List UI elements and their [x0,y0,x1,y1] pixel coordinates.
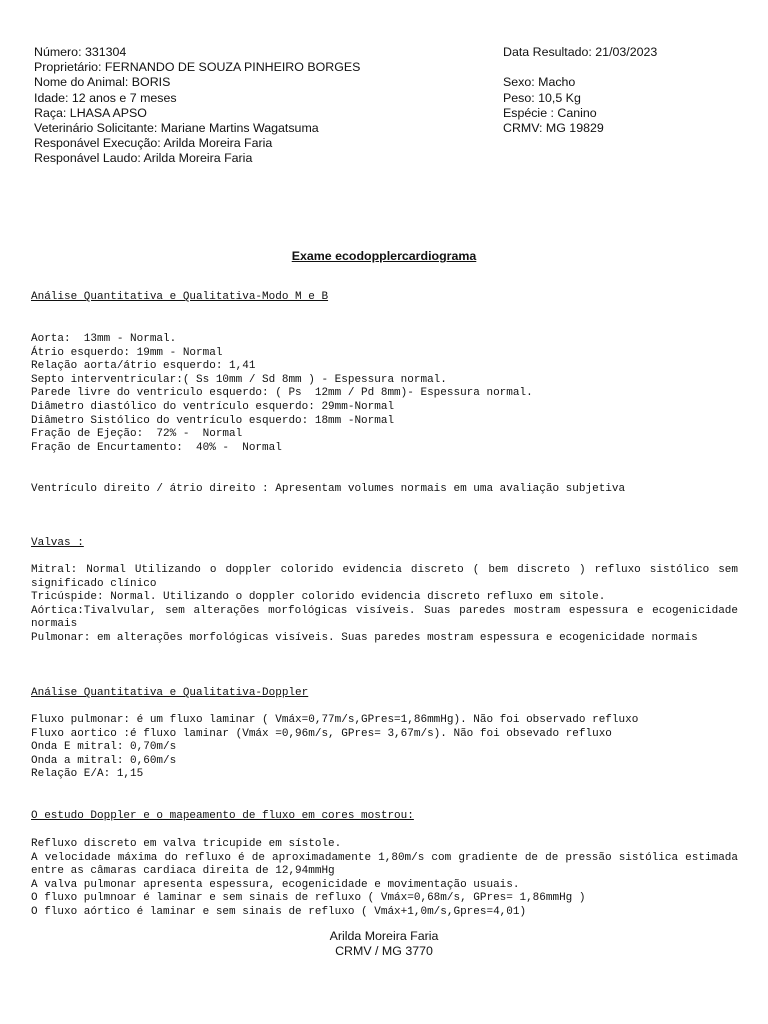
signature-crmv: CRMV / MG 3770 [335,944,433,959]
measurement-diametro-diastolico: Diâmetro diastólico do ventrículo esquerdo: 29mm-Normal [31,400,395,413]
fluxo-pulmonar: Fluxo pulmonar: é um fluxo laminar ( Vmáx=0,77m/s,GPres=1,86mmHg). Não foi observado refluxo [31,714,639,726]
veterinario-solicitante: Veterinário Solicitante: Mariane Martins Wagatsuma [34,121,319,136]
idade: Idade: 12 anos e 7 meses [34,90,177,105]
estudo-line-2: A velocidade máxima do refluxo é de aproximadamente 1,80m/s com gradiente de de pressão sistólica estimada entre as câmaras cardiaca direita de 12,94mmHg [31,851,738,878]
onda-e-mitral: Onda E mitral: 0,70m/s [31,741,177,754]
peso: Peso: 10,5 Kg [503,90,581,105]
onda-a-mitral: Onda a mitral: 0,60m/s [31,754,177,767]
valva-tricuspide: Tricúspide: Normal. Utilizando o doppler colorido evidencia discreto refluxo em sitole. [31,591,606,604]
nome-animal: Nome do Animal: BORIS [34,75,171,90]
section-heading-modo-mb: Análise Quantitativa e Qualitativa-Modo M e B [31,291,329,303]
measurement-fracao-encurtamento: Fração de Encurtamento: 40% - Normal [31,441,282,454]
measurement-septo: Septo interventricular:( Ss 10mm / Sd 8mm ) - Espessura normal. [31,373,447,386]
section-doppler [31,687,738,701]
section-valvas [31,537,738,551]
responsavel-execucao: Responável Execução: Arilda Moreira Faria [34,136,273,151]
sexo: Sexo: Macho [503,75,576,90]
valva-pulmonar: Pulmonar: em alterações morfológicas visíveis. Suas paredes mostram espessura e ecogenicidade normais [31,631,698,644]
doppler-list [31,714,738,782]
measurement-atrio-esquerdo: Átrio esquerdo: 19mm - Normal [31,346,223,359]
ventriculo-direito-text: Ventrículo direito / átrio direito : Apresentam volumes normais em uma avaliação subjetiva [31,483,626,495]
data-resultado: Data Resultado: 21/03/2023 [503,45,658,59]
numero: Número: 331304 [34,45,127,59]
estudo-line-5: O fluxo aórtico é laminar e sem sinais de refluxo ( Vmáx+1,0m/s,Gpres=4,01) [31,905,527,918]
page-title [0,249,768,263]
measurement-aorta: Aorta: 13mm - Normal. [31,333,177,345]
raca: Raça: LHASA APSO [34,105,147,120]
especie: Espécie : Canino [503,105,597,120]
measurements-list [31,333,738,455]
estudo-list [31,838,738,920]
exam-meta [503,45,657,136]
measurement-fracao-ejecao: Fração de Ejeção: 72% - Normal [31,428,243,441]
signature-name: Arilda Moreira Faria [329,929,439,943]
section-heading-estudo: O estudo Doppler e o mapeamento de fluxo em cores mostrou: [31,810,414,822]
valva-aortica: Aórtica:Tivalvular, sem alterações morfológicas visíveis. Suas paredes mostram espessura e ecogenicidade normais [31,604,738,631]
section-modo-mb [31,291,738,305]
crmv: CRMV: MG 19829 [503,121,604,135]
measurement-diametro-sistolico: Diâmetro Sistólico do ventrículo esquerdo: 18mm -Normal [31,414,395,427]
section-estudo [31,810,738,824]
responsavel-laudo: Responável Laudo: Arilda Moreira Faria [34,151,253,166]
fluxo-aortico: Fluxo aortico :é fluxo laminar (Vmáx =0,96m/s, GPres= 3,67m/s). Não foi obsevado refluxo [31,727,612,740]
patient-info [34,45,360,167]
signature-block [0,929,768,959]
measurement-relacao-ao-ae: Relação aorta/átrio esquerdo: 1,41 [31,360,256,373]
page-title-text: Exame ecodopplercardiograma [291,249,477,263]
estudo-line-1: Refluxo discreto em valva tricupide em sístole. [31,838,342,850]
relacao-e-a: Relação E/A: 1,15 [31,768,144,781]
estudo-line-3: A valva pulmonar apresenta espessura, ecogenicidade e movimentação usuais. [31,878,520,891]
valvas-list [31,564,738,646]
proprietario: Proprietário: FERNANDO DE SOUZA PINHEIRO BORGES [34,60,361,75]
section-heading-doppler: Análise Quantitativa e Qualitativa-Doppler [31,687,309,699]
section-heading-valvas: Valvas : [31,537,84,549]
measurement-parede-livre: Parede livre do ventriculo esquerdo: ( Ps 12mm / Pd 8mm)- Espessura normal. [31,387,533,400]
valva-mitral: Mitral: Normal Utilizando o doppler colorido evidencia discreto ( bem discreto ) refluxo sistólico sem significado clínico [31,564,738,590]
estudo-line-4: O fluxo pulmnoar é laminar e sem sinais de refluxo ( Vmáx=0,68m/s, GPres= 1,86mmHg ) [31,892,586,905]
